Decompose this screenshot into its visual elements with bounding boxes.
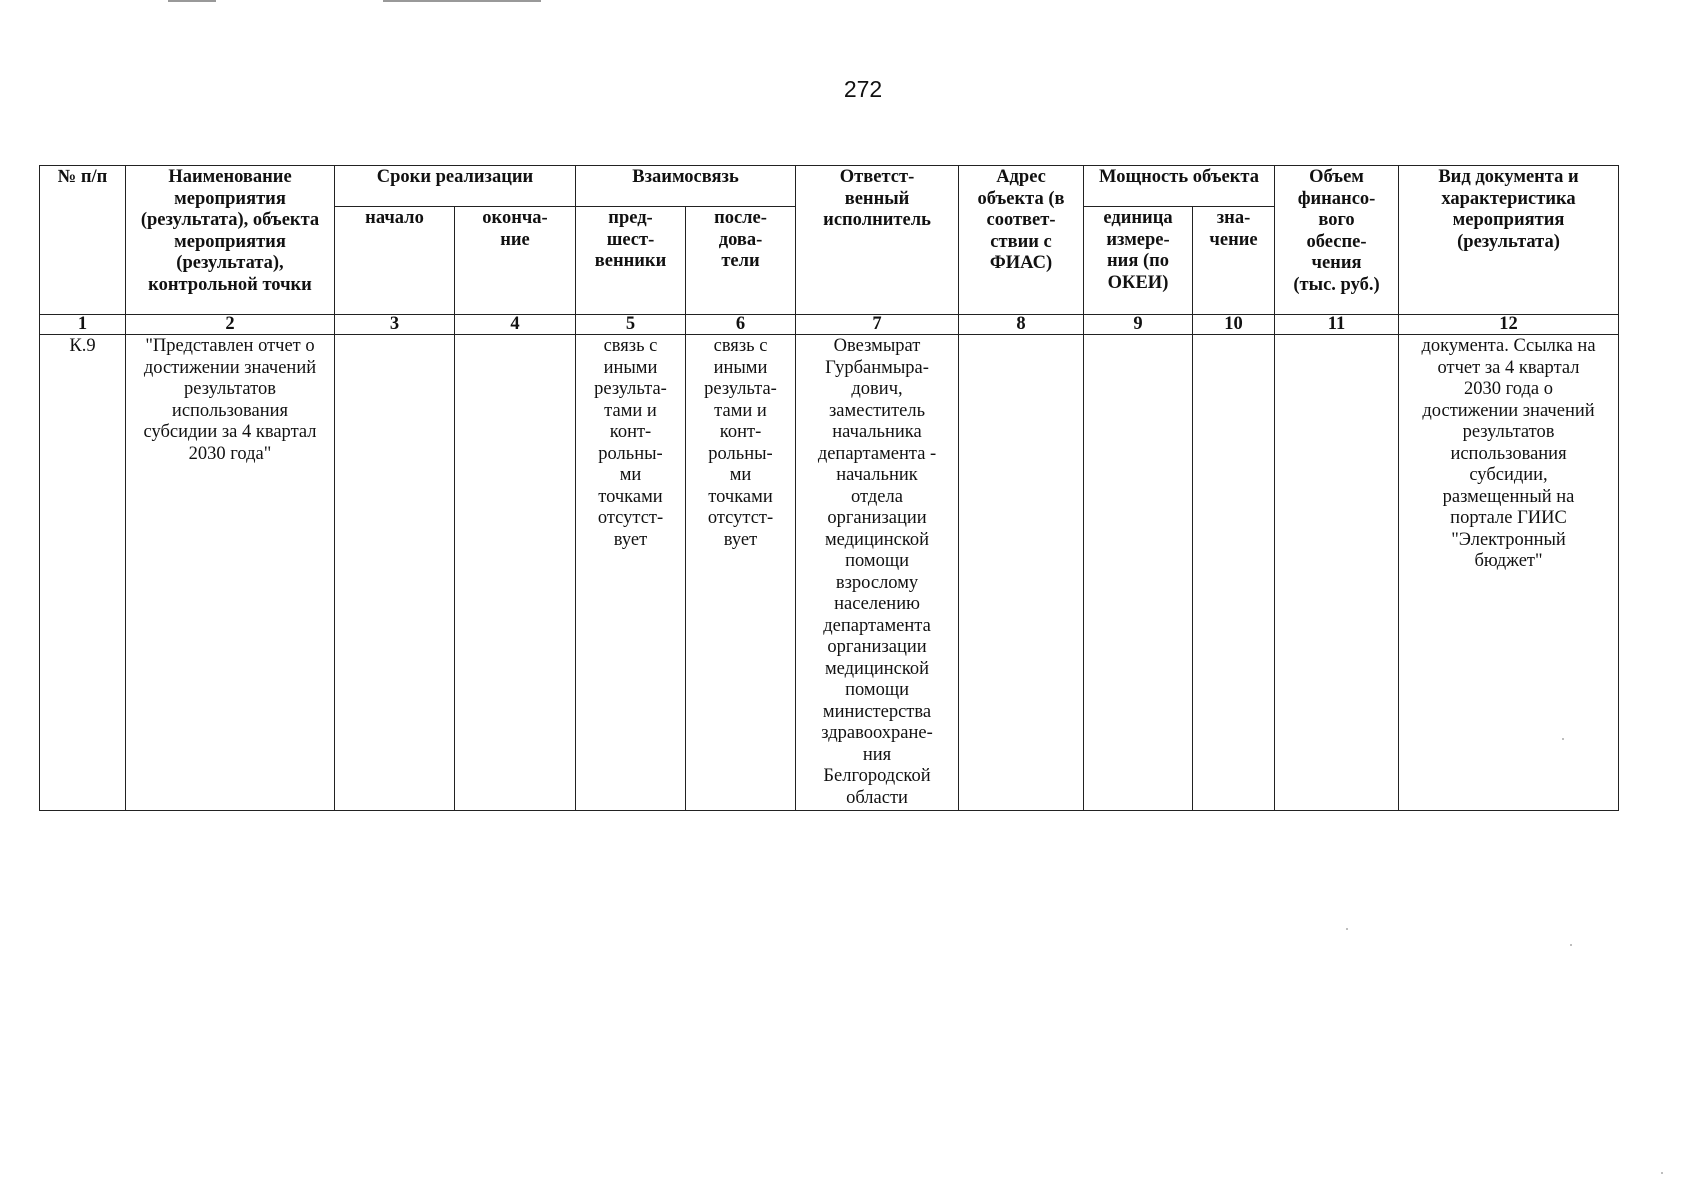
activity-table [39, 165, 1619, 811]
cell-name: "Представлен отчет о достижении значений результатов использования субсидии за 4 квартал 2030 года" [126, 335, 335, 811]
column-number: 1 [40, 315, 126, 335]
header-capacity: Мощность объекта [1084, 166, 1275, 207]
header-row [40, 166, 1619, 207]
header-responsible: Ответст- венный исполнитель [796, 166, 959, 315]
header-relation-pred: пред- шест- венники [576, 207, 686, 315]
column-number-row [40, 315, 1619, 335]
column-number: 2 [126, 315, 335, 335]
header-num: № п/п [40, 166, 126, 315]
page-number: 272 [843, 76, 883, 102]
header-finance: Объем финансо- вого обеспе- чения (тыс. руб.) [1275, 166, 1399, 315]
scan-speck [1562, 738, 1564, 740]
column-number: 6 [686, 315, 796, 335]
header-doc-type: Вид документа и характеристика мероприятия (результата) [1399, 166, 1619, 315]
scan-mark [383, 0, 541, 2]
cell-num: К.9 [40, 335, 126, 811]
column-number: 9 [1084, 315, 1193, 335]
cell-end [455, 335, 576, 811]
header-capacity-unit: единица измере- ния (по ОКЕИ) [1084, 207, 1193, 315]
header-terms-end: оконча- ние [455, 207, 576, 315]
cell-address [959, 335, 1084, 811]
column-number: 11 [1275, 315, 1399, 335]
scan-speck [1346, 928, 1348, 930]
column-number: 3 [335, 315, 455, 335]
cell-unit [1084, 335, 1193, 811]
header-relation: Взаимосвязь [576, 166, 796, 207]
scan-speck [1661, 1172, 1663, 1174]
column-number: 8 [959, 315, 1084, 335]
column-number: 7 [796, 315, 959, 335]
scan-speck [1570, 944, 1572, 946]
header-terms-start: начало [335, 207, 455, 315]
cell-finance [1275, 335, 1399, 811]
table-row [40, 335, 1619, 811]
header-terms: Сроки реализации [335, 166, 576, 207]
column-number: 12 [1399, 315, 1619, 335]
cell-responsible: Овезмырат Гурбанмыра- дович, заместитель начальника департамента - начальник отдела организации медицинской помощи взрослому населению департамента организации медицинской помощи министерства здравоохране- ния Белгородской области [796, 335, 959, 811]
column-number: 4 [455, 315, 576, 335]
scan-mark [168, 0, 216, 2]
header-name: Наименование мероприятия (результата), объекта мероприятия (результата), контрольной точки [126, 166, 335, 315]
cell-successors: связь с иными результа- тами и конт- рольны- ми точками отсутст- вует [686, 335, 796, 811]
header-relation-succ: после- дова- тели [686, 207, 796, 315]
column-number: 5 [576, 315, 686, 335]
cell-doc: документа. Ссылка на отчет за 4 квартал 2030 года о достижении значений результатов использования субсидии, размещенный на портале ГИИС "Электронный бюджет" [1399, 335, 1619, 811]
cell-value [1193, 335, 1275, 811]
header-address: Адрес объекта (в соответ- ствии с ФИАС) [959, 166, 1084, 315]
cell-predecessors: связь с иными результа- тами и конт- рольны- ми точками отсутст- вует [576, 335, 686, 811]
header-capacity-value: зна- чение [1193, 207, 1275, 315]
column-number: 10 [1193, 315, 1275, 335]
cell-start [335, 335, 455, 811]
